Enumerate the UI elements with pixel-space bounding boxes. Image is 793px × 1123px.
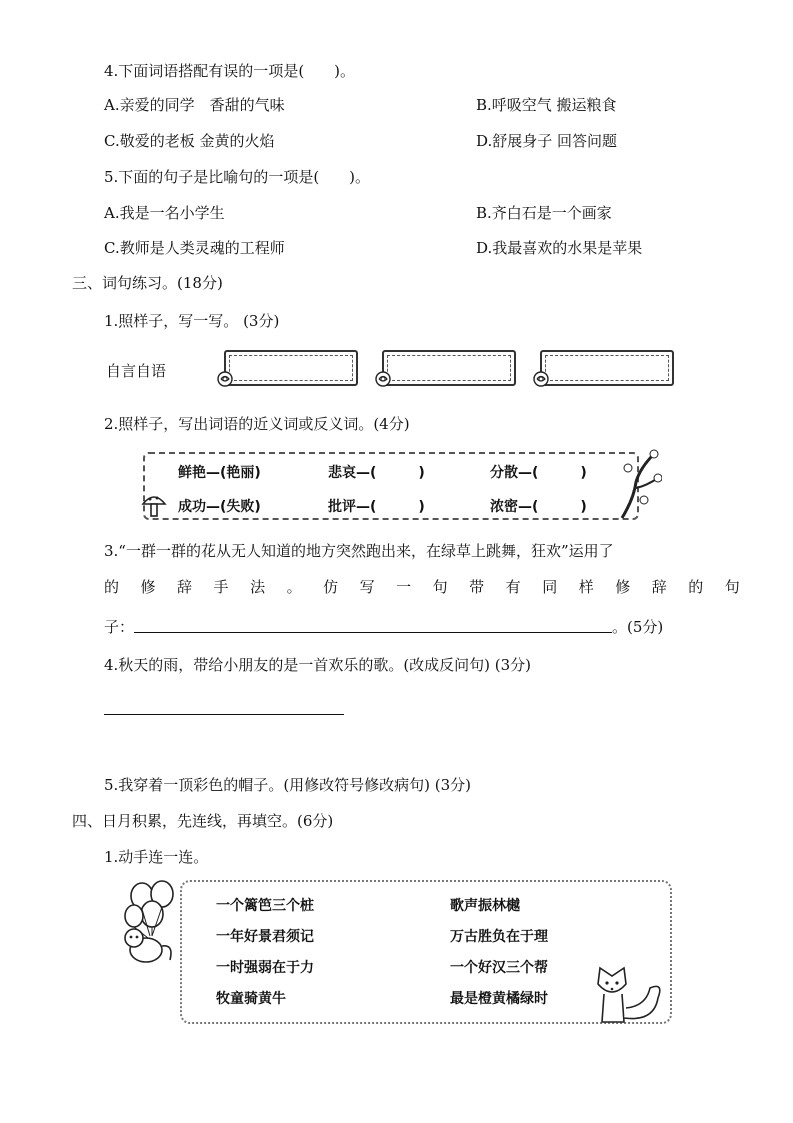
mushroom-icon — [140, 490, 168, 518]
fox-icon — [594, 962, 666, 1026]
q4-stem: 4.下面词语搭配有误的一项是( )。 — [104, 62, 356, 80]
char: 同 — [542, 578, 558, 596]
char: 句 — [724, 578, 740, 596]
s3-q4-stem: 4.秋天的雨，带给小朋友的是一首欢乐的歌。(改成反问句) (3分) — [104, 656, 532, 674]
char: 。 — [286, 578, 302, 596]
s3-q1-example: 自言自语 — [106, 362, 167, 380]
q5-option-b: B.齐白石是一个画家 — [476, 204, 612, 222]
match-left-item[interactable]: 牧童骑黄牛 — [216, 991, 286, 1007]
s3-q3-line1: 3.“一群一群的花从无人知道的地方突然跑出来，在绿草上跳舞，狂欢”运用了 — [104, 542, 614, 560]
s3-q3-line3-prefix: 子： — [104, 618, 135, 636]
answer-box-2[interactable] — [382, 350, 516, 386]
q5-option-a: A.我是一名小学生 — [104, 204, 225, 222]
match-right-item[interactable]: 万古胜负在于理 — [450, 929, 548, 945]
q4-option-a: A.亲爱的同学 香甜的气味 — [104, 96, 285, 114]
s3-q5-stem: 5.我穿着一顶彩色的帽子。(用修改符号修改病句) (3分) — [104, 776, 472, 794]
word-pair[interactable]: 批评—( ) — [328, 499, 425, 515]
s3-q3-answer-line[interactable] — [134, 612, 612, 633]
s3-q1-stem: 1.照样子，写一写。 (3分) — [104, 312, 280, 330]
rose-icon — [532, 371, 550, 387]
section4-title: 四、日月积累，先连线，再填空。(6分) — [72, 812, 334, 830]
char: 仿 — [323, 578, 339, 596]
balloon-bear-icon — [112, 880, 192, 966]
section3-title: 三、词句练习。(18分) — [72, 274, 223, 292]
rose-icon — [216, 371, 234, 387]
char: 写 — [359, 578, 375, 596]
char: 修 — [615, 578, 631, 596]
s3-q4-answer-line[interactable] — [104, 694, 344, 715]
q4-option-c: C.敬爱的老板 金黄的火焰 — [104, 132, 275, 150]
match-left-item[interactable]: 一年好景君须记 — [216, 929, 314, 945]
answer-box-3[interactable] — [540, 350, 674, 386]
q5-option-d: D.我最喜欢的水果是苹果 — [476, 239, 643, 257]
rose-icon — [374, 371, 392, 387]
word-pair: 成功—(失败) — [178, 499, 261, 515]
word-pair: 鲜艳—(艳丽) — [178, 465, 261, 481]
match-right-item[interactable]: 最是橙黄橘绿时 — [450, 991, 548, 1007]
char: 有 — [505, 578, 521, 596]
s4-q1-stem: 1.动手连一连。 — [104, 848, 209, 866]
s3-q3-line2 — [104, 576, 740, 597]
char: 带 — [469, 578, 485, 596]
q5-stem: 5.下面的句子是比喻句的一项是( )。 — [104, 168, 371, 186]
answer-box-1[interactable] — [224, 350, 358, 386]
char: 的 — [688, 578, 704, 596]
word-pair[interactable]: 浓密—( ) — [490, 499, 587, 515]
q4-option-b: B.呼吸空气 搬运粮食 — [476, 96, 617, 114]
s3-q3-line3-suffix: 。(5分) — [612, 618, 664, 636]
match-left-item[interactable]: 一个篱笆三个桩 — [216, 898, 314, 914]
char: 手 — [213, 578, 229, 596]
q5-option-c: C.教师是人类灵魂的工程师 — [104, 239, 285, 257]
match-right-item[interactable]: 一个好汉三个帮 — [450, 960, 548, 976]
char: 修 — [140, 578, 156, 596]
char: 一 — [396, 578, 412, 596]
char: 辞 — [177, 578, 193, 596]
q4-option-d: D.舒展身子 回答问题 — [476, 132, 618, 150]
char: 句 — [432, 578, 448, 596]
word-pair[interactable]: 悲哀—( ) — [328, 465, 425, 481]
char: 法 — [250, 578, 266, 596]
s3-q2-stem: 2.照样子，写出词语的近义词或反义词。(4分) — [104, 415, 410, 433]
char: 的 — [104, 578, 120, 596]
match-left-item[interactable]: 一时强弱在于力 — [216, 960, 314, 976]
char: 辞 — [651, 578, 667, 596]
word-pair[interactable]: 分散—( ) — [490, 465, 587, 481]
plum-blossom-branch-icon — [614, 448, 662, 520]
match-right-item[interactable]: 歌声振林樾 — [450, 898, 520, 914]
char: 样 — [578, 578, 594, 596]
